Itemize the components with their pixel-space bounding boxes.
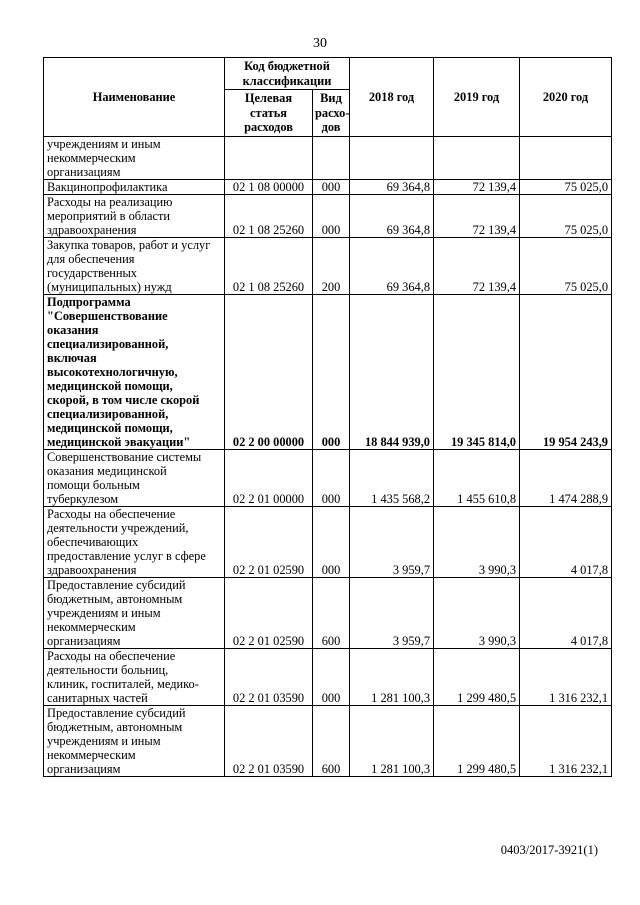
row-expense-type: 000 xyxy=(313,649,350,706)
page-number: 30 xyxy=(313,36,327,51)
row-name: учреждениям и иным некоммерческим организациям xyxy=(44,137,225,180)
row-target-code xyxy=(225,137,313,180)
row-value-2018: 69 364,8 xyxy=(350,238,434,295)
row-value-2020: 1 316 232,1 xyxy=(520,649,612,706)
header-type: Вид расхо-дов xyxy=(313,90,350,137)
row-value-2018: 3 959,7 xyxy=(350,578,434,649)
table-row xyxy=(44,706,612,777)
table-row xyxy=(44,649,612,706)
row-expense-type: 000 xyxy=(313,450,350,507)
table-row xyxy=(44,578,612,649)
row-value-2018: 3 959,7 xyxy=(350,507,434,578)
row-name: Подпрограмма "Совершенствование оказания специализированной, включая высокотехнологичную, медицинской помощи, скорой, в том числе скорой специализированной, медицинской помощи, медицинской эвакуации" xyxy=(44,295,225,450)
row-value-2018 xyxy=(350,137,434,180)
table-row xyxy=(44,295,612,450)
row-name: Расходы на обеспечение деятельности учреждений, обеспечивающих предоставление услуг в сфере здравоохранения xyxy=(44,507,225,578)
row-value-2019 xyxy=(434,137,520,180)
row-expense-type: 000 xyxy=(313,507,350,578)
row-expense-type: 200 xyxy=(313,238,350,295)
row-target-code: 02 2 01 02590 xyxy=(225,507,313,578)
header-code-group: Код бюджетной классификации xyxy=(225,58,350,90)
row-value-2018: 1 281 100,3 xyxy=(350,706,434,777)
row-target-code: 02 1 08 00000 xyxy=(225,180,313,195)
row-target-code: 02 2 00 00000 xyxy=(225,295,313,450)
row-name: Расходы на обеспечение деятельности больниц, клиник, госпиталей, медико- санитарных частей xyxy=(44,649,225,706)
table-body xyxy=(44,137,612,777)
row-value-2018: 1 281 100,3 xyxy=(350,649,434,706)
document-code: 0403/2017-3921(1) xyxy=(500,843,598,857)
row-value-2019: 72 139,4 xyxy=(434,180,520,195)
row-name: Закупка товаров, работ и услуг для обеспечения государственных (муниципальных) нужд xyxy=(44,238,225,295)
row-value-2018: 18 844 939,0 xyxy=(350,295,434,450)
row-expense-type: 600 xyxy=(313,578,350,649)
row-target-code: 02 1 08 25260 xyxy=(225,195,313,238)
table-row xyxy=(44,507,612,578)
row-value-2020: 75 025,0 xyxy=(520,180,612,195)
row-value-2019: 72 139,4 xyxy=(434,195,520,238)
row-name: Предоставление субсидий бюджетным, автономным учреждениям и иным некоммерческим организациям xyxy=(44,578,225,649)
header-2018: 2018 год xyxy=(350,58,434,137)
header-name: Наименование xyxy=(44,58,225,137)
row-value-2018: 69 364,8 xyxy=(350,180,434,195)
row-value-2018: 1 435 568,2 xyxy=(350,450,434,507)
row-value-2020: 1 474 288,9 xyxy=(520,450,612,507)
table-row xyxy=(44,137,612,180)
row-value-2019: 3 990,3 xyxy=(434,578,520,649)
row-value-2020: 19 954 243,9 xyxy=(520,295,612,450)
row-target-code: 02 2 01 02590 xyxy=(225,578,313,649)
row-value-2019: 19 345 814,0 xyxy=(434,295,520,450)
header-2019: 2019 год xyxy=(434,58,520,137)
row-name: Предоставление субсидий бюджетным, автономным учреждениям и иным некоммерческим организациям xyxy=(44,706,225,777)
row-name: Совершенствование системы оказания медицинской помощи больным туберкулезом xyxy=(44,450,225,507)
table-header xyxy=(44,58,612,137)
row-value-2019: 72 139,4 xyxy=(434,238,520,295)
row-expense-type: 000 xyxy=(313,195,350,238)
row-value-2020 xyxy=(520,137,612,180)
row-target-code: 02 2 01 03590 xyxy=(225,706,313,777)
header-target: Целевая статья расходов xyxy=(225,90,313,137)
row-expense-type xyxy=(313,137,350,180)
table-row xyxy=(44,180,612,195)
row-value-2020: 1 316 232,1 xyxy=(520,706,612,777)
row-value-2020: 75 025,0 xyxy=(520,195,612,238)
table-row xyxy=(44,195,612,238)
table-row xyxy=(44,238,612,295)
row-target-code: 02 2 01 03590 xyxy=(225,649,313,706)
row-value-2020: 75 025,0 xyxy=(520,238,612,295)
row-value-2019: 1 299 480,5 xyxy=(434,706,520,777)
row-expense-type: 000 xyxy=(313,295,350,450)
row-value-2019: 1 455 610,8 xyxy=(434,450,520,507)
row-value-2018: 69 364,8 xyxy=(350,195,434,238)
row-target-code: 02 2 01 00000 xyxy=(225,450,313,507)
budget-table xyxy=(43,57,612,777)
header-2020: 2020 год xyxy=(520,58,612,137)
row-target-code: 02 1 08 25260 xyxy=(225,238,313,295)
row-value-2020: 4 017,8 xyxy=(520,578,612,649)
row-name: Расходы на реализацию мероприятий в области здравоохранения xyxy=(44,195,225,238)
row-name: Вакцинопрофилактика xyxy=(44,180,225,195)
row-value-2019: 1 299 480,5 xyxy=(434,649,520,706)
row-expense-type: 600 xyxy=(313,706,350,777)
row-expense-type: 000 xyxy=(313,180,350,195)
row-value-2020: 4 017,8 xyxy=(520,507,612,578)
table-row xyxy=(44,450,612,507)
row-value-2019: 3 990,3 xyxy=(434,507,520,578)
